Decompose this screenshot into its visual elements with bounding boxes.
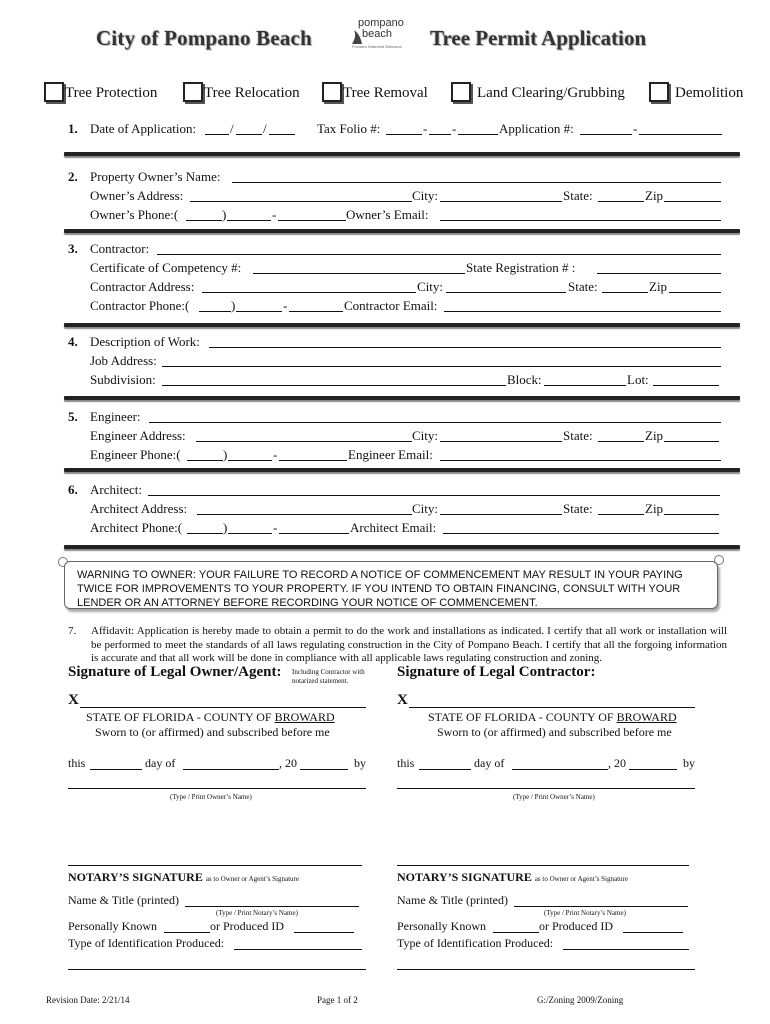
section-application-info: [68, 121, 728, 141]
owner-state-label: State:: [563, 188, 593, 203]
section-number: 5.: [68, 409, 78, 424]
city-title: City of Pompano Beach: [96, 26, 312, 50]
certificate-field[interactable]: [253, 260, 465, 274]
owner-notary-name-field[interactable]: [185, 893, 359, 907]
architect-phone-label: Architect Phone:(: [90, 520, 183, 535]
notary-label-text: NOTARY’S SIGNATURE: [397, 870, 532, 884]
engineer-phone-line-field[interactable]: [279, 447, 347, 461]
contractor-city-field[interactable]: [446, 279, 566, 293]
owner-signature-field[interactable]: [80, 694, 366, 708]
architect-zip-label: Zip: [645, 501, 664, 516]
engineer-address-label: Engineer Address:: [90, 428, 186, 443]
architect-label: Architect:: [90, 482, 142, 497]
contractor-notary-signature-field[interactable]: [397, 852, 689, 866]
produced-id-label: or Produced ID: [539, 919, 613, 933]
owner-produced-id-field[interactable]: [294, 919, 354, 933]
architect-city-label: City:: [412, 501, 439, 516]
permit-type-label: Demolition: [675, 85, 744, 101]
engineer-email-label: Engineer Email:: [348, 447, 433, 462]
certificate-label: Certificate of Competency #:: [90, 260, 242, 275]
logo-bottom-text: beach: [362, 28, 392, 40]
application-number-field-2[interactable]: [639, 121, 722, 135]
phone-dash: -: [273, 447, 278, 462]
architect-state-field[interactable]: [598, 501, 644, 515]
block-label: Block:: [507, 372, 542, 387]
block-field[interactable]: [544, 372, 626, 386]
architect-address-field[interactable]: [197, 501, 412, 515]
owner-phone-prefix-field[interactable]: [227, 207, 271, 221]
section-number: 6.: [68, 482, 78, 497]
owner-state-field[interactable]: [598, 188, 644, 202]
section-description-of-work: [68, 334, 728, 394]
pompano-beach-logo: [350, 18, 410, 52]
engineer-field[interactable]: [149, 409, 721, 423]
contractor-id-type-field[interactable]: [563, 936, 689, 950]
notary-label-text: NOTARY’S SIGNATURE: [68, 870, 203, 884]
date-separator: /: [230, 121, 234, 136]
contractor-field[interactable]: [157, 241, 721, 255]
date-of-application-label: Date of Application:: [90, 121, 197, 136]
contractor-signature-field[interactable]: [409, 694, 695, 708]
contractor-city-label: City:: [417, 279, 444, 294]
phone-paren: ): [222, 207, 227, 222]
id-type-label: Type of Identification Produced:: [68, 936, 225, 950]
date-year-field[interactable]: [269, 121, 295, 135]
personally-known-label: Personally Known: [68, 919, 157, 933]
owner-extra-line[interactable]: [68, 956, 366, 970]
application-number-field-1[interactable]: [580, 121, 632, 135]
county-name: BROWARD: [616, 710, 677, 724]
tax-folio-field-2[interactable]: [429, 121, 451, 135]
tree-protection-checkbox[interactable]: [44, 82, 64, 102]
state-registration-field[interactable]: [597, 260, 721, 274]
by-label: by: [683, 756, 695, 770]
contractor-phone-area-field[interactable]: [199, 298, 231, 312]
description-label: Description of Work:: [90, 334, 200, 349]
job-address-label: Job Address:: [90, 353, 157, 368]
engineer-phone-label: Engineer Phone:(: [90, 447, 181, 462]
permit-type-label: Tree Relocation: [204, 85, 300, 101]
date-month-field[interactable]: [205, 121, 229, 135]
engineer-phone-prefix-field[interactable]: [228, 447, 272, 461]
engineer-email-field[interactable]: [440, 447, 721, 461]
phone-dash: -: [272, 207, 277, 222]
contractor-sworn-text: Sworn to (or affirmed) and subscribed before me: [437, 725, 672, 739]
section-number: 7.: [68, 625, 77, 637]
state-county-text: STATE OF FLORIDA - COUNTY OF: [86, 710, 275, 724]
engineer-address-field[interactable]: [196, 428, 412, 442]
page-number: Page 1 of 2: [317, 995, 358, 1005]
section-divider: [64, 229, 740, 233]
owner-signature-heading: Signature of Legal Owner/Agent:: [68, 664, 282, 680]
print-notary-caption: (Type / Print Notary’s Name): [216, 909, 298, 917]
owner-city-label: City:: [412, 188, 439, 203]
architect-email-label: Architect Email:: [350, 520, 437, 535]
id-type-label: Type of Identification Produced:: [397, 936, 554, 950]
section-divider: [64, 152, 740, 156]
tax-folio-field-1[interactable]: [386, 121, 422, 135]
folio-separator: -: [452, 121, 457, 136]
tax-folio-field-3[interactable]: [458, 121, 498, 135]
name-title-label: Name & Title (printed): [68, 893, 179, 907]
engineer-state-label: State:: [563, 428, 593, 443]
by-label: by: [354, 756, 366, 770]
owner-known-field[interactable]: [164, 919, 210, 933]
owner-name-label: Property Owner’s Name:: [90, 169, 221, 184]
contractor-day-field[interactable]: [512, 756, 608, 770]
architect-address-label: Architect Address:: [90, 501, 188, 516]
warning-text: [77, 568, 717, 610]
contractor-extra-line[interactable]: [397, 956, 695, 970]
permit-title: Tree Permit Application: [430, 26, 647, 50]
file-path: G:/Zoning 2009/Zoning: [537, 995, 624, 1005]
owner-phone-area-field[interactable]: [186, 207, 222, 221]
tax-folio-label: Tax Folio #:: [317, 121, 381, 136]
owner-year-field[interactable]: [300, 756, 348, 770]
phone-paren: ): [231, 298, 236, 313]
signature-x-mark: X: [68, 692, 79, 708]
this-label: this: [397, 756, 415, 770]
engineer-label: Engineer:: [90, 409, 141, 424]
contractor-zip-field[interactable]: [669, 279, 721, 293]
signature-x-mark: X: [397, 692, 408, 708]
application-number-label: Application #:: [499, 121, 574, 136]
land-clearing-checkbox[interactable]: [451, 82, 471, 102]
section-property-owner: [68, 169, 728, 229]
date-day-field[interactable]: [236, 121, 262, 135]
contractor-signature-heading: Signature of Legal Contractor:: [397, 664, 596, 680]
contractor-address-label: Contractor Address:: [90, 279, 195, 294]
contractor-known-field[interactable]: [493, 919, 539, 933]
section-architect: [68, 482, 728, 542]
owner-id-type-field[interactable]: [234, 936, 362, 950]
section-number: 4.: [68, 334, 78, 349]
county-name: BROWARD: [274, 710, 335, 724]
engineer-city-label: City:: [412, 428, 439, 443]
section-divider: [64, 545, 740, 549]
state-registration-label: State Registration # :: [466, 260, 576, 275]
section-engineer: [68, 409, 728, 469]
architect-phone-area-field[interactable]: [187, 520, 223, 534]
owner-phone-label: Owner’s Phone:(: [90, 207, 179, 222]
owner-notary-signature-field[interactable]: [68, 852, 362, 866]
notary-note: as to Owner or Agent’s Signature: [534, 875, 628, 883]
contractor-state-field[interactable]: [602, 279, 648, 293]
logo-top-text: pompano: [358, 17, 404, 29]
engineer-city-field[interactable]: [440, 428, 562, 442]
phone-paren: ): [223, 447, 228, 462]
page-header: [0, 18, 770, 62]
owner-email-field[interactable]: [440, 207, 721, 221]
architect-phone-prefix-field[interactable]: [228, 520, 272, 534]
state-county-text: STATE OF FLORIDA - COUNTY OF: [428, 710, 617, 724]
permit-type-label: Tree Removal: [343, 85, 428, 101]
contractor-address-field[interactable]: [202, 279, 416, 293]
this-label: this: [68, 756, 86, 770]
owner-address-field[interactable]: [190, 188, 412, 202]
name-title-label: Name & Title (printed): [397, 893, 508, 907]
contractor-state-label: State:: [568, 279, 598, 294]
architect-zip-field[interactable]: [664, 501, 719, 515]
owner-city-field[interactable]: [440, 188, 562, 202]
contractor-state-county: [428, 710, 677, 725]
engineer-state-field[interactable]: [598, 428, 644, 442]
owner-phone-line-field[interactable]: [278, 207, 346, 221]
subdivision-field[interactable]: [162, 372, 506, 386]
architect-phone-line-field[interactable]: [279, 520, 349, 534]
notary-signature-label: [397, 870, 628, 885]
print-name-caption: (Type / Print Owner’s Name): [513, 793, 595, 801]
engineer-zip-field[interactable]: [664, 428, 719, 442]
section-divider: [64, 396, 740, 400]
revision-date: Revision Date: 2/21/14: [46, 995, 130, 1005]
notary-note: as to Owner or Agent’s Signature: [205, 875, 299, 883]
description-field[interactable]: [209, 334, 721, 348]
contractor-notary-name-field[interactable]: [514, 893, 688, 907]
section-contractor: [68, 241, 728, 321]
day-of-label: day of: [145, 756, 176, 770]
notary-signature-label: [68, 870, 299, 885]
warning-lead: WARNING TO OWNER:: [77, 569, 196, 581]
permit-type-label: Land Clearing/Grubbing: [477, 85, 625, 101]
section-number: 3.: [68, 241, 78, 256]
contractor-this-field[interactable]: [419, 756, 471, 770]
architect-field[interactable]: [148, 482, 720, 496]
owner-signature-note: Including Contractor with notarized statement.: [292, 668, 365, 685]
year-label: , 20: [608, 756, 626, 770]
date-separator: /: [263, 121, 267, 136]
lot-field[interactable]: [653, 372, 719, 386]
permit-type-options: [44, 82, 764, 104]
contractor-zip-label: Zip: [649, 279, 668, 294]
contractor-printed-name-field[interactable]: [397, 775, 695, 789]
permit-type-label: Tree Protection: [65, 85, 158, 101]
owner-sworn-text: Sworn to (or affirmed) and subscribed before me: [95, 725, 330, 739]
day-of-label: day of: [474, 756, 505, 770]
contractor-year-field[interactable]: [629, 756, 677, 770]
contractor-phone-label: Contractor Phone:(: [90, 298, 190, 313]
subdivision-label: Subdivision:: [90, 372, 156, 387]
phone-paren: ): [223, 520, 228, 535]
contractor-phone-prefix-field[interactable]: [236, 298, 282, 312]
contractor-email-label: Contractor Email:: [344, 298, 438, 313]
owner-name-field[interactable]: [232, 169, 721, 183]
warning-banner: [46, 557, 722, 613]
year-label: , 20: [279, 756, 297, 770]
produced-id-label: or Produced ID: [210, 919, 284, 933]
contractor-produced-id-field[interactable]: [623, 919, 683, 933]
lot-label: Lot:: [627, 372, 649, 387]
contractor-phone-line-field[interactable]: [289, 298, 343, 312]
contractor-email-field[interactable]: [444, 298, 721, 312]
logo-tagline: Florida's Warmest Welcome: [352, 44, 402, 49]
tree-removal-checkbox[interactable]: [322, 82, 342, 102]
owner-email-label: Owner’s Email:: [346, 207, 429, 222]
owner-address-label: Owner’s Address:: [90, 188, 184, 203]
job-address-field[interactable]: [162, 353, 721, 367]
application-separator: -: [633, 121, 638, 136]
engineer-zip-label: Zip: [645, 428, 664, 443]
section-number: 2.: [68, 169, 78, 184]
warning-body: YOUR FAILURE TO RECORD A NOTICE OF COMMENCEMENT MAY RESULT IN YOUR PAYING TWICE FOR IMPROVEMENTS TO YOUR PROPERTY. IF YOU INTEND TO OBTAIN FINANCING, CONSULT WITH YOUR LENDER OR AN ATTORNEY BEFORE RECORDING YOUR NOTICE OF COMMENCEMENT.: [77, 569, 683, 609]
owner-zip-field[interactable]: [664, 188, 721, 202]
owner-day-field[interactable]: [183, 756, 279, 770]
affidavit-text: Affidavit: Application is hereby made to obtain a permit to do the work and installations as indicated. I certify that all work or installation will be performed to meet the standards of all laws regulating construction in the City of Pompano Beach. I certify that all the forgoing information is accurate and that all work will be done in compliance with all applicable laws regulating construction and zoning.: [91, 625, 727, 664]
engineer-phone-area-field[interactable]: [187, 447, 223, 461]
phone-dash: -: [273, 520, 278, 535]
warning-box: [64, 561, 718, 609]
architect-state-label: State:: [563, 501, 593, 516]
section-divider: [64, 323, 740, 327]
owner-state-county: [86, 710, 335, 725]
architect-email-field[interactable]: [443, 520, 719, 534]
owner-zip-label: Zip: [645, 188, 664, 203]
demolition-checkbox[interactable]: [649, 82, 669, 102]
folio-separator: -: [423, 121, 428, 136]
architect-city-field[interactable]: [440, 501, 562, 515]
phone-dash: -: [283, 298, 288, 313]
section-divider: [64, 468, 740, 472]
contractor-label: Contractor:: [90, 241, 150, 256]
print-notary-caption: (Type / Print Notary’s Name): [544, 909, 626, 917]
section-number: 1.: [68, 121, 78, 136]
tree-relocation-checkbox[interactable]: [183, 82, 203, 102]
owner-printed-name-field[interactable]: [68, 775, 366, 789]
print-name-caption: (Type / Print Owner’s Name): [170, 793, 252, 801]
personally-known-label: Personally Known: [397, 919, 486, 933]
owner-this-field[interactable]: [90, 756, 142, 770]
